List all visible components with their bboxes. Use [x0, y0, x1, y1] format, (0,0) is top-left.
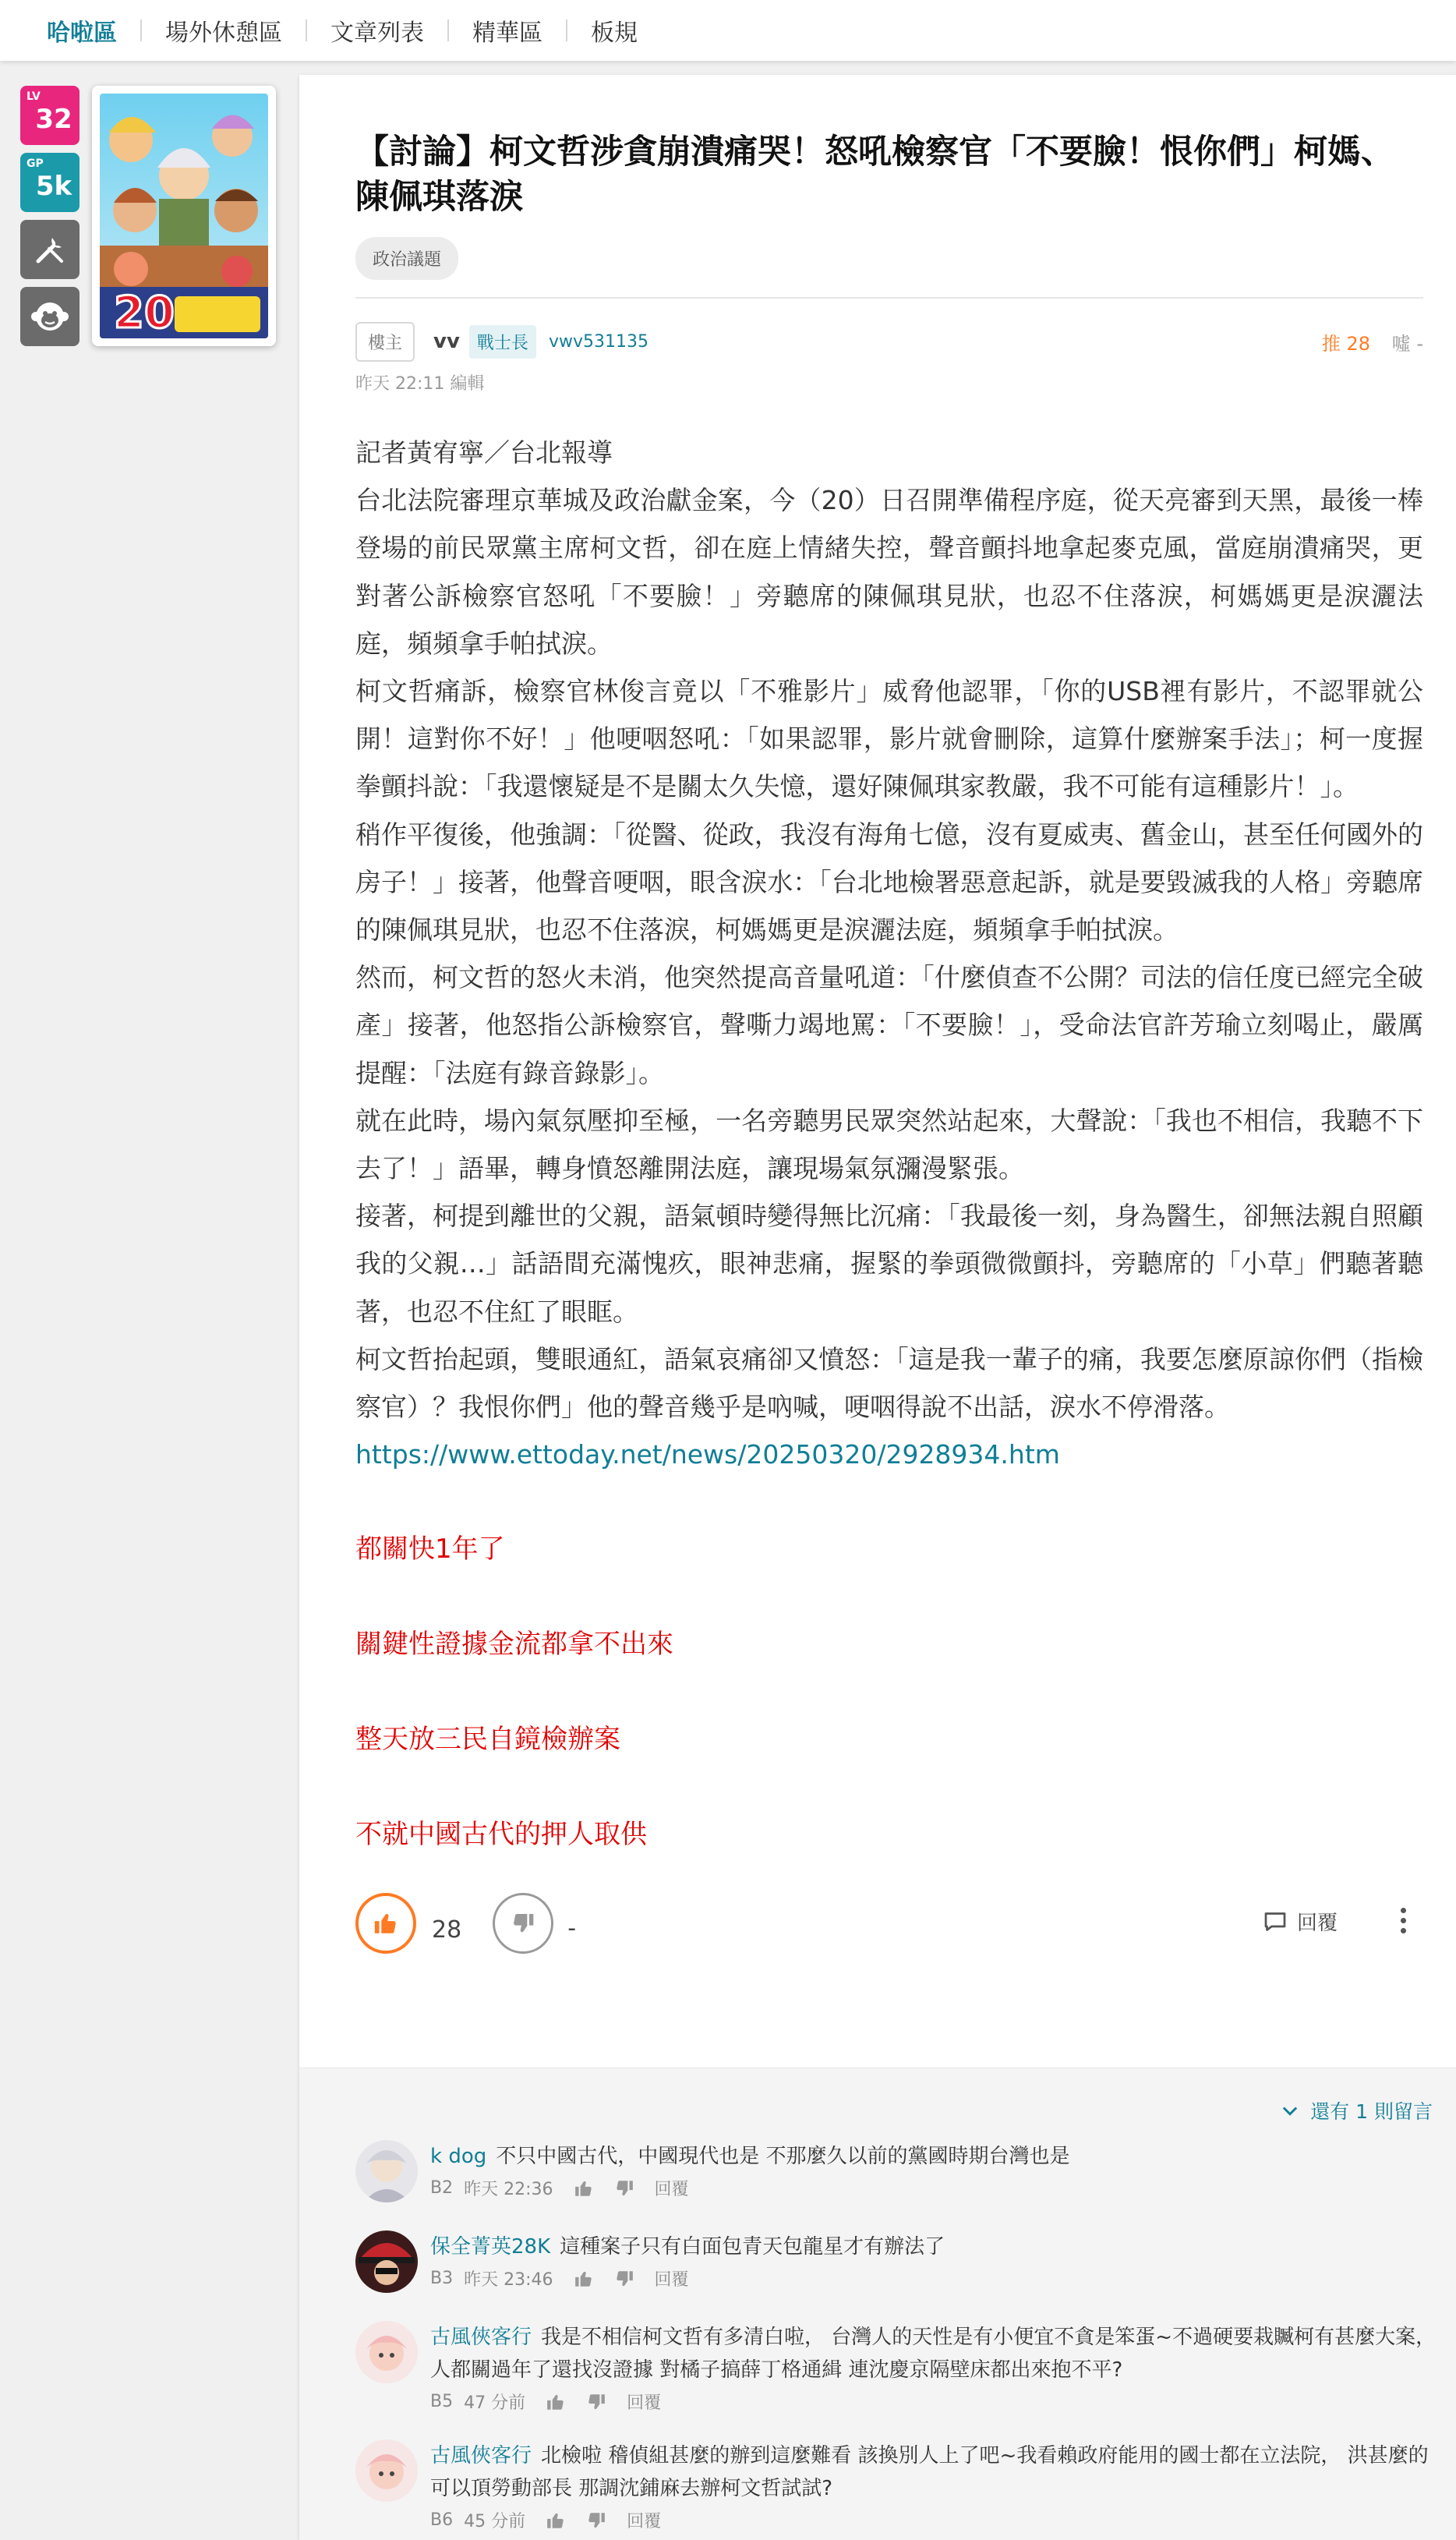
comment-floor: B6	[430, 2510, 454, 2530]
level-label: LV	[27, 90, 41, 103]
comments-section	[299, 2068, 1456, 2540]
nav-item-hala[interactable]: 哈啦區	[47, 19, 117, 47]
nav-item-rules[interactable]: 板規	[591, 19, 638, 47]
gp-badge[interactable]	[20, 153, 80, 212]
author-rank: 戰士長	[469, 325, 536, 359]
post-tag[interactable]: 政治議題	[355, 237, 458, 280]
paragraph: 柯文哲抬起頭，雙眼通紅，語氣哀痛卻又憤怒：「這是我一輩子的痛，我要怎麼原諒你們（指檢察官）？我恨你們」他的聲音幾乎是吶喊，哽咽得說不出話，淚水不停滑落。	[355, 1343, 1423, 1423]
reply-button[interactable]	[1261, 1907, 1338, 1936]
monkey-icon[interactable]	[20, 287, 80, 346]
floor-badge: 樓主	[355, 322, 415, 362]
author-id[interactable]: vwv531135	[548, 331, 648, 352]
commenter-avatar[interactable]	[355, 2140, 418, 2202]
comment-time: 47 分前	[464, 2393, 526, 2413]
comment-line: 都關快1年了	[355, 1534, 505, 1565]
commenter-name[interactable]: 古風俠客行	[430, 2326, 532, 2349]
more-options-icon[interactable]	[1395, 1905, 1411, 1936]
paragraph: 接著，柯提到離世的父親，語氣頓時變得無比沉痛：「我最後一刻，身為醫生，卻無法親自照顧我的父親…」話語間充滿愧疚，眼神悲痛，握緊的拳頭微微顫抖，旁聽席的「小草」們聽著聽著，也忍不住紅了眼眶。	[355, 1201, 1423, 1327]
comment-time: 45 分前	[464, 2512, 526, 2531]
thumbs-up-icon[interactable]	[546, 2510, 566, 2531]
more-comments-label: 還有 1 則留言	[1310, 2100, 1433, 2123]
comment-reply-button[interactable]: 回覆	[654, 2180, 689, 2199]
news-link[interactable]: https://www.ettoday.net/news/20250320/2928934.htm	[355, 1439, 1060, 1470]
post-body	[355, 429, 1423, 1478]
chevron-down-icon	[1279, 2100, 1301, 2121]
comment-text: 北檢啦 稽偵組甚麼的辦到這麼難看 該換別人上了吧~我看賴政府能用的國士都在立法院， 洪甚麼的可以頂勞動部長 那調沈鋪麻去辦柯文哲試試?	[430, 2444, 1429, 2500]
comment-floor: B3	[430, 2269, 454, 2288]
level-badge[interactable]	[20, 86, 80, 145]
reply-label: 回覆	[1296, 1912, 1338, 1936]
thumbs-down-icon[interactable]	[586, 2392, 606, 2412]
title-divider	[355, 297, 1423, 299]
commenter-name[interactable]: k dog	[430, 2145, 487, 2168]
comment-item	[355, 2321, 1439, 2414]
comment-item	[355, 2230, 1439, 2291]
commenter-avatar[interactable]	[355, 2439, 418, 2502]
thumbs-down-icon[interactable]	[586, 2510, 606, 2531]
commenter-name[interactable]: 古風俠客行	[430, 2444, 532, 2467]
comment-reply-button[interactable]: 回覆	[627, 2512, 662, 2531]
comment-line: 不就中國古代的押人取供	[355, 1819, 647, 1851]
comment-floor: B5	[430, 2392, 454, 2411]
comment-icon	[1261, 1908, 1289, 1936]
gp-value: 5k	[35, 171, 72, 202]
comment-reply-button[interactable]: 回覆	[627, 2393, 662, 2413]
comment-item	[355, 2439, 1439, 2532]
thumbs-down-icon[interactable]	[614, 2178, 634, 2199]
nav-item-lounge[interactable]: 場外休憩區	[165, 19, 282, 47]
bp-count: -	[567, 1914, 577, 1942]
bp-summary[interactable]: 噓 -	[1391, 333, 1423, 355]
thumbs-down-icon	[511, 1911, 535, 1936]
paragraph: 記者黃宥寧／台北報導	[355, 437, 613, 468]
paragraph: 台北法院審理京華城及政治獻金案，今（20）日召開準備程序庭，從天亮審到天黑，最後一棒登場的前民眾黨主席柯文哲，卻在庭上情緒失控，聲音顫抖地拿起麥克風，當庭崩潰痛哭，更對著公訴檢察官怒吼「不要臉！」旁聽席的陳佩琪見狀，也忍不住落淚，柯媽媽更是淚灑法庭，頻頻拿手帕拭淚。	[355, 485, 1423, 659]
comment-line: 關鍵性證據金流都拿不出來	[355, 1629, 673, 1661]
show-more-comments[interactable]	[1279, 2096, 1433, 2124]
level-value: 32	[35, 104, 72, 135]
user-badges	[20, 86, 80, 354]
job-tool-icon[interactable]	[20, 220, 80, 279]
svg-text:20: 20	[114, 288, 175, 338]
paragraph: 稍作平復後，他強調：「從醫、從政，我沒有海角七億，沒有夏威夷、舊金山，甚至任何國外的房子！」接著，他聲音哽咽，眼含淚水：「台北地檢署惡意起訴，就是要毀滅我的人格」旁聽席的陳佩琪見狀，也忍不住落淚，柯媽媽更是淚灑法庭，頻頻拿手帕拭淚。	[355, 819, 1423, 946]
top-nav	[0, 0, 1456, 61]
nav-item-featured[interactable]: 精華區	[472, 19, 542, 47]
post-container	[299, 75, 1456, 2540]
thumbs-up-icon[interactable]	[546, 2392, 566, 2412]
comment-item	[355, 2140, 1439, 2200]
comment-floor: B2	[430, 2178, 454, 2198]
thumbs-up-icon[interactable]	[574, 2269, 594, 2289]
comment-reply-button[interactable]: 回覆	[654, 2270, 689, 2290]
action-bar	[355, 1891, 1423, 1955]
comment-time: 昨天 22:36	[464, 2180, 553, 2199]
gp-count: 28	[432, 1916, 462, 1944]
paragraph: 就在此時，場內氣氛壓抑至極，一名旁聽男民眾突然站起來，大聲說：「我也不相信，我聽不下去了！」語畢，轉身憤怒離開法庭，讓現場氣氛瀰漫緊張。	[355, 1105, 1423, 1184]
paragraph: 柯文哲痛訴，檢察官林俊言竟以「不雅影片」威脅他認罪，「你的USB裡有影片，不認罪就公開！這對你不好！」他哽咽怒吼：「如果認罪，影片就會刪除，這算什麼辦案手法」；柯一度握拳顫抖說：「我還懷疑是不是關太久失憶，還好陳佩琪家教嚴，我不可能有這種影片！」。	[355, 676, 1423, 802]
nav-item-article-list[interactable]: 文章列表	[330, 19, 424, 47]
comment-text: 這種案子只有白面包青天包龍星才有辦法了	[560, 2235, 945, 2259]
gp-label: GP	[27, 157, 44, 170]
vote-summary	[1322, 328, 1423, 356]
comment-text: 不只中國古代，中國現代也是 不那麼久以前的黨國時期台灣也是	[496, 2145, 1070, 2168]
commenter-avatar[interactable]	[355, 2321, 418, 2383]
thumbs-down-icon[interactable]	[614, 2269, 634, 2289]
commenter-name[interactable]: 保全菁英28K	[430, 2235, 551, 2259]
avatar-image	[100, 94, 268, 338]
edit-time: 昨天 22:11 編輯	[355, 374, 485, 394]
author-name[interactable]: vv	[433, 330, 460, 353]
comment-line: 整天放三民自鏡檢辦案	[355, 1724, 620, 1756]
thumbs-up-icon[interactable]	[574, 2178, 594, 2199]
author-row	[355, 322, 1423, 361]
paragraph: 然而，柯文哲的怒火未消，他突然提高音量吼道：「什麼偵查不公開？司法的信任度已經完全破產」接著，他怒指公訴檢察官，聲嘶力竭地罵：「不要臉！」，受命法官許芳瑜立刻喝止，嚴厲提醒：「法庭有錄音錄影」。	[355, 962, 1423, 1088]
bp-button[interactable]	[493, 1893, 553, 1954]
comment-text: 我是不相信柯文哲有多清白啦， 台灣人的天性是有小便宜不貪是笨蛋~不過硬要栽贓柯有甚麼大案， 人都關過年了還找沒證據 對橘子搞薛丁格通緝 連沈慶京隔壁床都出來抱不平?	[430, 2326, 1437, 2382]
user-avatar-card[interactable]	[92, 86, 276, 346]
commenter-avatar[interactable]	[355, 2230, 418, 2293]
thumbs-up-icon	[373, 1910, 399, 1937]
gp-summary[interactable]: 推 28	[1321, 333, 1371, 355]
comment-time: 昨天 23:46	[464, 2270, 553, 2290]
post-title: 【討論】柯文哲涉貪崩潰痛哭！怒吼檢察官「不要臉！恨你們」柯媽、陳佩琪落淚	[355, 133, 1394, 217]
gp-button[interactable]	[355, 1893, 416, 1954]
